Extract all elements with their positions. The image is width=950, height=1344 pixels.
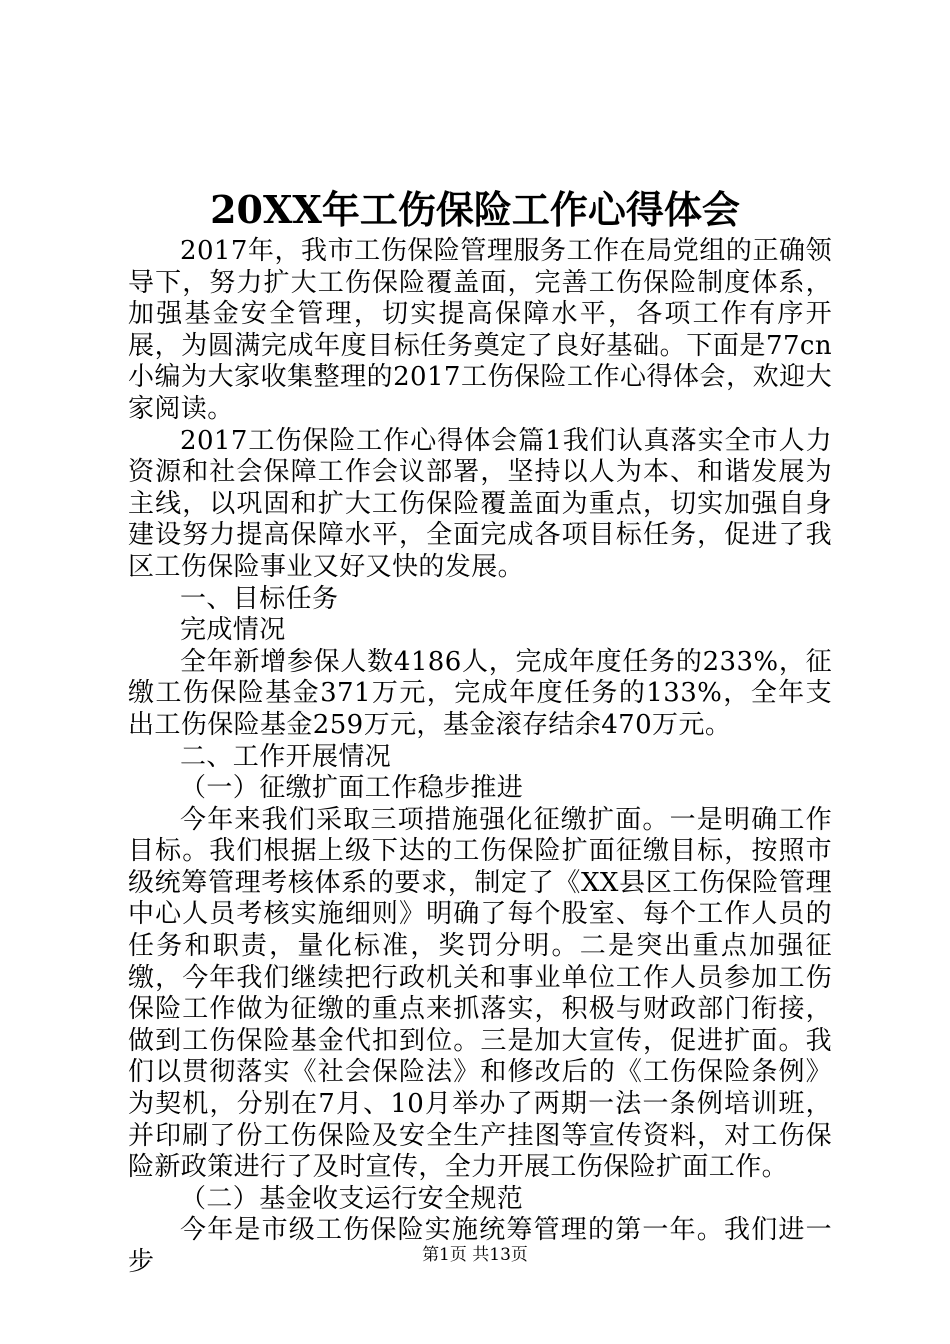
- document-body: [128, 236, 832, 1279]
- paragraph-fund: 今年是市级工伤保险实施统筹管理的第一年。我们进一步: [128, 1215, 832, 1277]
- subheading-fund: （二）基金收支运行安全规范: [180, 1183, 524, 1214]
- paragraph-intro: 2017年，我市工伤保险管理服务工作在局党组的正确领导下，努力扩大工伤保险覆盖面，完善工伤保险制度体系，加强基金安全管理，切实提高保障水平，各项工作有序开展，为圆满完成年度目标任务奠定了良好基础。下面是77cn小编为大家收集整理的2017工伤保险工作心得体会，欢迎大家阅读。: [128, 236, 832, 424]
- paragraph-completion: 全年新增参保人数4186人，完成年度任务的233%，征缴工伤保险基金371万元，完成年度任务的133%，全年支出工伤保险基金259万元，基金滚存结余470万元。: [128, 646, 832, 740]
- paragraph-article-1: 2017工伤保险工作心得体会篇1我们认真落实全市人力资源和社会保障工作会议部署，坚持以人为本、和谐发展为主线，以巩固和扩大工伤保险覆盖面为重点，切实加强自身建设努力提高保障水平，全面完成各项目标任务，促进了我区工伤保险事业又好又快的发展。: [128, 425, 832, 582]
- subheading-completion: 完成情况: [180, 615, 286, 646]
- subheading-collection: （一）征缴扩面工作稳步推进: [180, 773, 524, 804]
- page-footer: 第1页 共13页: [422, 1245, 528, 1265]
- section-heading-work: 二、工作开展情况: [180, 741, 392, 772]
- document-title: 20XX年工伤保险工作心得体会: [210, 187, 740, 232]
- paragraph-collection: 今年来我们采取三项措施强化征缴扩面。一是明确工作目标。我们根据上级下达的工伤保险扩面征缴目标，按照市级统筹管理考核体系的要求，制定了《XX县区工伤保险管理中心人员考核实施细则》明确了每个股室、每个工作人员的任务和职责，量化标准，奖罚分明。二是突出重点加强征缴，今年我们继续把行政机关和事业单位工作人员参加工伤保险工作做为征缴的重点来抓落实，积极与财政部门衔接，做到工伤保险基金代扣到位。三是加大宣传，促进扩面。我们以贯彻落实《社会保险法》和修改后的《工伤保险条例》为契机，分别在7月、10月举办了两期一法一条例培训班，并印刷了份工伤保险及安全生产挂图等宣传资料，对工伤保险新政策进行了及时宣传，全力开展工伤保险扩面工作。: [128, 804, 832, 1183]
- section-heading-goals: 一、目标任务: [180, 583, 339, 614]
